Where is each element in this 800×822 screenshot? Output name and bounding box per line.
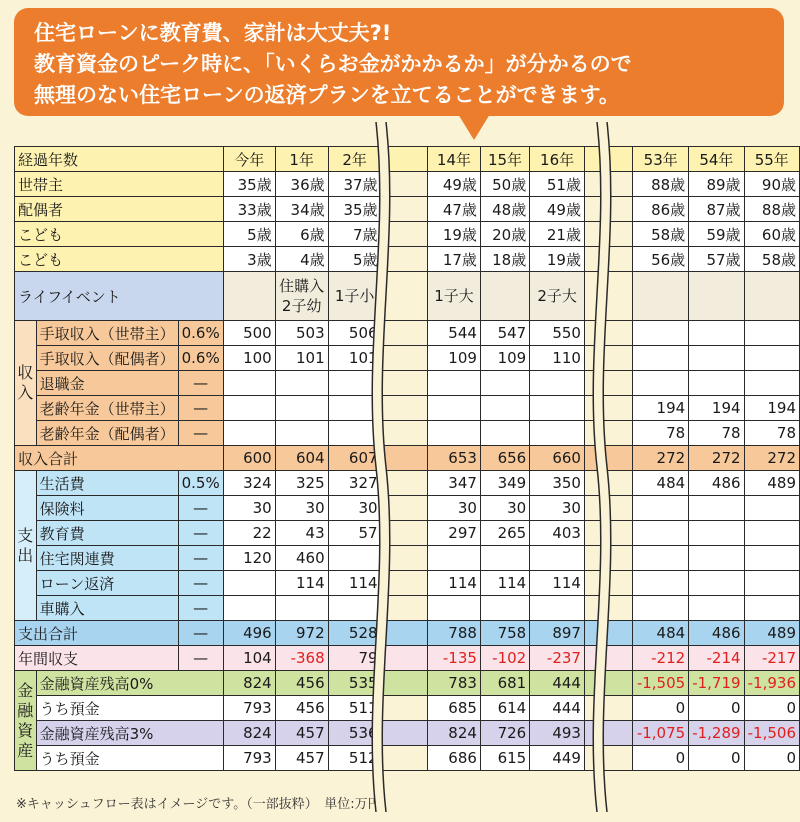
value-cell: 726 — [480, 721, 529, 746]
rate-cell: — — [178, 371, 223, 396]
value-cell: 444 — [530, 671, 585, 696]
row-label: ローン返済 — [36, 571, 178, 596]
value-cell: 30 — [275, 496, 328, 521]
value-cell — [275, 396, 328, 421]
value-cell: 60歳 — [744, 222, 799, 247]
value-cell — [480, 421, 529, 446]
assets-group-label — [15, 671, 37, 771]
value-cell — [275, 421, 328, 446]
age-row — [15, 247, 800, 272]
footnote: ※キャッシュフロー表はイメージです。（一部抜粋） 単位:万円 — [16, 797, 381, 812]
value-cell — [480, 371, 529, 396]
value-cell: 30 — [223, 496, 275, 521]
value-cell — [744, 571, 799, 596]
row-label: 車購入 — [36, 596, 178, 621]
value-cell: 114 — [530, 571, 585, 596]
headline-bubble — [14, 8, 784, 116]
value-cell: 536 — [328, 721, 381, 746]
value-cell: 36歳 — [275, 172, 328, 197]
value-cell — [689, 346, 744, 371]
value-cell — [689, 571, 744, 596]
value-cell — [744, 596, 799, 621]
rate-cell: — — [178, 396, 223, 421]
row-label: 老齢年金（配偶者） — [36, 421, 178, 446]
value-cell — [633, 321, 689, 346]
value-cell: 7歳 — [328, 222, 381, 247]
rate-cell: 0.6% — [178, 321, 223, 346]
value-cell: 194 — [689, 396, 744, 421]
value-cell: 444 — [530, 696, 585, 721]
year-header: 53年 — [633, 147, 689, 172]
value-cell: 528 — [328, 621, 381, 646]
value-cell: 758 — [480, 621, 529, 646]
age-row — [15, 197, 800, 222]
value-cell: 3歳 — [223, 247, 275, 272]
value-cell: 18歳 — [480, 247, 529, 272]
year-header: 1年 — [275, 147, 328, 172]
value-cell: 5歳 — [223, 222, 275, 247]
value-cell: 19歳 — [530, 247, 585, 272]
value-cell: 511 — [328, 696, 381, 721]
value-cell: 109 — [480, 346, 529, 371]
year-header: 今年 — [223, 147, 275, 172]
value-cell: 87歳 — [689, 197, 744, 222]
value-cell: 403 — [530, 521, 585, 546]
value-cell: 0 — [633, 696, 689, 721]
value-cell — [530, 396, 585, 421]
value-cell: 30 — [480, 496, 529, 521]
income-group-label — [15, 321, 37, 446]
value-cell — [633, 546, 689, 571]
value-cell: -135 — [428, 646, 481, 671]
value-cell: -217 — [744, 646, 799, 671]
value-cell — [275, 596, 328, 621]
asset-row — [15, 696, 800, 721]
life-event-row — [15, 272, 800, 321]
value-cell: 456 — [275, 696, 328, 721]
value-cell: 600 — [223, 446, 275, 471]
value-cell: 456 — [275, 671, 328, 696]
value-cell: 43 — [275, 521, 328, 546]
value-cell — [428, 596, 481, 621]
expense-total-row — [15, 621, 800, 646]
row-label: 手取収入（配偶者） — [36, 346, 178, 371]
value-cell: 793 — [223, 696, 275, 721]
value-cell — [633, 571, 689, 596]
life-event-cell — [689, 272, 744, 321]
value-cell: 59歳 — [689, 222, 744, 247]
header-label: 経過年数 — [15, 147, 224, 172]
value-cell: 349 — [480, 471, 529, 496]
value-cell: 681 — [480, 671, 529, 696]
income-total-row — [15, 446, 800, 471]
row-label: 住宅関連費 — [36, 546, 178, 571]
life-event-cell: 住購入 2子幼 — [275, 272, 328, 321]
value-cell: 512 — [328, 746, 381, 771]
row-label: こども — [15, 247, 224, 272]
value-cell: 489 — [744, 471, 799, 496]
value-cell: 21歳 — [530, 222, 585, 247]
value-cell: 506 — [328, 321, 381, 346]
value-cell — [689, 321, 744, 346]
value-cell: 100 — [223, 346, 275, 371]
value-cell: 460 — [275, 546, 328, 571]
age-row — [15, 172, 800, 197]
value-cell: 685 — [428, 696, 481, 721]
row-label: 収入合計 — [15, 446, 224, 471]
row-label: 金融資産残高3% — [36, 721, 223, 746]
value-cell: 824 — [223, 721, 275, 746]
value-cell: 57歳 — [689, 247, 744, 272]
value-cell: 500 — [223, 321, 275, 346]
value-cell: 30 — [328, 496, 381, 521]
annual-balance-row — [15, 646, 800, 671]
value-cell: -1,936 — [744, 671, 799, 696]
value-cell: 547 — [480, 321, 529, 346]
value-cell: 22 — [223, 521, 275, 546]
value-cell: 56歳 — [633, 247, 689, 272]
value-cell: 120 — [223, 546, 275, 571]
rate-cell: — — [178, 596, 223, 621]
value-cell: 88歳 — [744, 197, 799, 222]
value-cell: 615 — [480, 746, 529, 771]
value-cell: 653 — [428, 446, 481, 471]
value-cell: 4歳 — [275, 247, 328, 272]
value-cell — [689, 371, 744, 396]
value-cell: 897 — [530, 621, 585, 646]
age-row — [15, 222, 800, 247]
value-cell: 33歳 — [223, 197, 275, 222]
value-cell — [428, 396, 481, 421]
value-cell — [633, 496, 689, 521]
value-cell: 30 — [428, 496, 481, 521]
value-cell — [689, 596, 744, 621]
rate-cell: — — [178, 621, 223, 646]
value-cell: 101 — [275, 346, 328, 371]
life-event-cell: 1子大 — [428, 272, 481, 321]
row-label: 世帯主 — [15, 172, 224, 197]
value-cell — [428, 421, 481, 446]
vertical-label-text: 金 融 資 産 — [17, 680, 34, 760]
bubble-tail — [458, 114, 490, 140]
value-cell — [633, 521, 689, 546]
expense-group-label — [15, 471, 37, 621]
value-cell: 972 — [275, 621, 328, 646]
value-cell: 783 — [428, 671, 481, 696]
value-cell: 34歳 — [275, 197, 328, 222]
rate-cell: — — [178, 546, 223, 571]
value-cell: -1,719 — [689, 671, 744, 696]
value-cell: 535 — [328, 671, 381, 696]
value-cell: 58歳 — [633, 222, 689, 247]
value-cell: 496 — [223, 621, 275, 646]
value-cell: 686 — [428, 746, 481, 771]
headline-line-1: 住宅ローンに教育費、家計は大丈夫?! — [34, 21, 392, 45]
year-header: 55年 — [744, 147, 799, 172]
value-cell — [530, 421, 585, 446]
value-cell: 449 — [530, 746, 585, 771]
row-label: ライフイベント — [15, 272, 224, 321]
value-cell — [744, 496, 799, 521]
value-cell — [744, 321, 799, 346]
row-label: 老齢年金（世帯主） — [36, 396, 178, 421]
value-cell: 457 — [275, 746, 328, 771]
value-cell — [689, 496, 744, 521]
value-cell: 48歳 — [480, 197, 529, 222]
income-row — [15, 396, 800, 421]
value-cell: 35歳 — [328, 197, 381, 222]
value-cell: 114 — [480, 571, 529, 596]
row-label: うち預金 — [36, 696, 223, 721]
value-cell: 489 — [744, 621, 799, 646]
value-cell — [275, 371, 328, 396]
value-cell: 486 — [689, 621, 744, 646]
year-header: 16年 — [530, 147, 585, 172]
value-cell: 51歳 — [530, 172, 585, 197]
value-cell: 265 — [480, 521, 529, 546]
value-cell: 484 — [633, 621, 689, 646]
value-cell — [223, 571, 275, 596]
value-cell: 49歳 — [428, 172, 481, 197]
value-cell — [223, 421, 275, 446]
value-cell: 486 — [689, 471, 744, 496]
life-event-cell: 2子大 — [530, 272, 585, 321]
value-cell: 347 — [428, 471, 481, 496]
value-cell: 5歳 — [328, 247, 381, 272]
value-cell: 350 — [530, 471, 585, 496]
value-cell: 78 — [633, 421, 689, 446]
value-cell — [530, 371, 585, 396]
value-cell: 79 — [328, 646, 381, 671]
row-label: うち預金 — [36, 746, 223, 771]
value-cell: 17歳 — [428, 247, 481, 272]
headline-line-3: 無理のない住宅ローンの返済プランを立てることができます。 — [34, 83, 620, 107]
row-label: 年間収支 — [15, 646, 179, 671]
year-header: 14年 — [428, 147, 481, 172]
value-cell: 30 — [530, 496, 585, 521]
value-cell: 324 — [223, 471, 275, 496]
value-cell: 89歳 — [689, 172, 744, 197]
value-cell — [530, 546, 585, 571]
value-cell — [689, 546, 744, 571]
row-label: 退職金 — [36, 371, 178, 396]
expense-row — [15, 521, 800, 546]
value-cell — [633, 346, 689, 371]
row-label: 金融資産残高0% — [36, 671, 223, 696]
row-label: こども — [15, 222, 224, 247]
cashflow-table — [14, 146, 800, 771]
value-cell: 194 — [744, 396, 799, 421]
value-cell: 47歳 — [428, 197, 481, 222]
value-cell: 660 — [530, 446, 585, 471]
value-cell: -102 — [480, 646, 529, 671]
value-cell — [744, 521, 799, 546]
value-cell: 272 — [633, 446, 689, 471]
value-cell — [480, 396, 529, 421]
rate-cell: — — [178, 571, 223, 596]
value-cell — [633, 371, 689, 396]
value-cell: -1,506 — [744, 721, 799, 746]
value-cell: 607 — [328, 446, 381, 471]
value-cell: 614 — [480, 696, 529, 721]
value-cell: -1,289 — [689, 721, 744, 746]
value-cell: 114 — [428, 571, 481, 596]
asset-row — [15, 671, 800, 696]
life-event-cell — [223, 272, 275, 321]
value-cell: 88歳 — [633, 172, 689, 197]
value-cell — [744, 546, 799, 571]
life-event-cell: 1子小 — [328, 272, 381, 321]
life-event-cell — [633, 272, 689, 321]
expense-row — [15, 546, 800, 571]
year-header: 2年 — [328, 147, 381, 172]
section-break-left — [368, 122, 394, 812]
value-cell: 78 — [744, 421, 799, 446]
value-cell: 104 — [223, 646, 275, 671]
asset-row — [15, 721, 800, 746]
value-cell: 327 — [328, 471, 381, 496]
value-cell: 90歳 — [744, 172, 799, 197]
row-label: 手取収入（世帯主） — [36, 321, 178, 346]
section-break-right — [589, 122, 615, 812]
value-cell: 19歳 — [428, 222, 481, 247]
rate-cell: 0.6% — [178, 346, 223, 371]
expense-row — [15, 496, 800, 521]
value-cell: 109 — [428, 346, 481, 371]
value-cell — [744, 371, 799, 396]
value-cell: -368 — [275, 646, 328, 671]
row-label: 教育費 — [36, 521, 178, 546]
value-cell: 194 — [633, 396, 689, 421]
value-cell: 297 — [428, 521, 481, 546]
value-cell: 20歳 — [480, 222, 529, 247]
value-cell: 35歳 — [223, 172, 275, 197]
rate-cell: — — [178, 521, 223, 546]
value-cell: 101 — [328, 346, 381, 371]
value-cell: 550 — [530, 321, 585, 346]
expense-row — [15, 571, 800, 596]
value-cell: 58歳 — [744, 247, 799, 272]
row-label: 配偶者 — [15, 197, 224, 222]
value-cell: 793 — [223, 746, 275, 771]
year-header: 15年 — [480, 147, 529, 172]
row-label: 支出合計 — [15, 621, 179, 646]
value-cell: 656 — [480, 446, 529, 471]
value-cell: 824 — [223, 671, 275, 696]
income-row — [15, 421, 800, 446]
value-cell: 484 — [633, 471, 689, 496]
value-cell: 503 — [275, 321, 328, 346]
value-cell: 57 — [328, 521, 381, 546]
value-cell: 0 — [744, 696, 799, 721]
year-header: 54年 — [689, 147, 744, 172]
value-cell: 272 — [744, 446, 799, 471]
headline-line-2: 教育資金のピーク時に、「いくらお金がかかるか」が分かるので — [34, 52, 632, 76]
value-cell — [223, 396, 275, 421]
value-cell: -1,075 — [633, 721, 689, 746]
value-cell: 544 — [428, 321, 481, 346]
value-cell: 0 — [744, 746, 799, 771]
value-cell — [633, 596, 689, 621]
value-cell: 114 — [328, 571, 381, 596]
value-cell: 325 — [275, 471, 328, 496]
rate-cell: — — [178, 646, 223, 671]
rate-cell: — — [178, 496, 223, 521]
life-event-cell — [480, 272, 529, 321]
value-cell: 6歳 — [275, 222, 328, 247]
value-cell: 0 — [689, 696, 744, 721]
vertical-label-text: 収 入 — [17, 363, 34, 402]
value-cell: -1,505 — [633, 671, 689, 696]
value-cell: 86歳 — [633, 197, 689, 222]
life-event-cell — [744, 272, 799, 321]
value-cell: 78 — [689, 421, 744, 446]
value-cell: 0 — [633, 746, 689, 771]
income-row — [15, 346, 800, 371]
value-cell — [428, 546, 481, 571]
value-cell: 114 — [275, 571, 328, 596]
value-cell — [223, 371, 275, 396]
rate-cell: — — [178, 421, 223, 446]
row-label: 保険料 — [36, 496, 178, 521]
income-row — [15, 371, 800, 396]
row-label: 生活費 — [36, 471, 178, 496]
expense-row — [15, 596, 800, 621]
asset-row — [15, 746, 800, 771]
value-cell: 272 — [689, 446, 744, 471]
value-cell — [530, 596, 585, 621]
header-row — [15, 147, 800, 172]
rate-cell: 0.5% — [178, 471, 223, 496]
value-cell — [223, 596, 275, 621]
value-cell: 604 — [275, 446, 328, 471]
income-row — [15, 321, 800, 346]
value-cell — [744, 346, 799, 371]
value-cell: 457 — [275, 721, 328, 746]
value-cell — [480, 546, 529, 571]
expense-row — [15, 471, 800, 496]
value-cell — [689, 521, 744, 546]
value-cell — [480, 596, 529, 621]
value-cell: 49歳 — [530, 197, 585, 222]
value-cell: 37歳 — [328, 172, 381, 197]
value-cell: 0 — [689, 746, 744, 771]
value-cell — [428, 371, 481, 396]
value-cell: -214 — [689, 646, 744, 671]
value-cell: -237 — [530, 646, 585, 671]
value-cell: -212 — [633, 646, 689, 671]
value-cell: 493 — [530, 721, 585, 746]
vertical-label-text: 支 出 — [17, 525, 34, 565]
value-cell: 824 — [428, 721, 481, 746]
value-cell: 50歳 — [480, 172, 529, 197]
value-cell: 110 — [530, 346, 585, 371]
value-cell: 788 — [428, 621, 481, 646]
